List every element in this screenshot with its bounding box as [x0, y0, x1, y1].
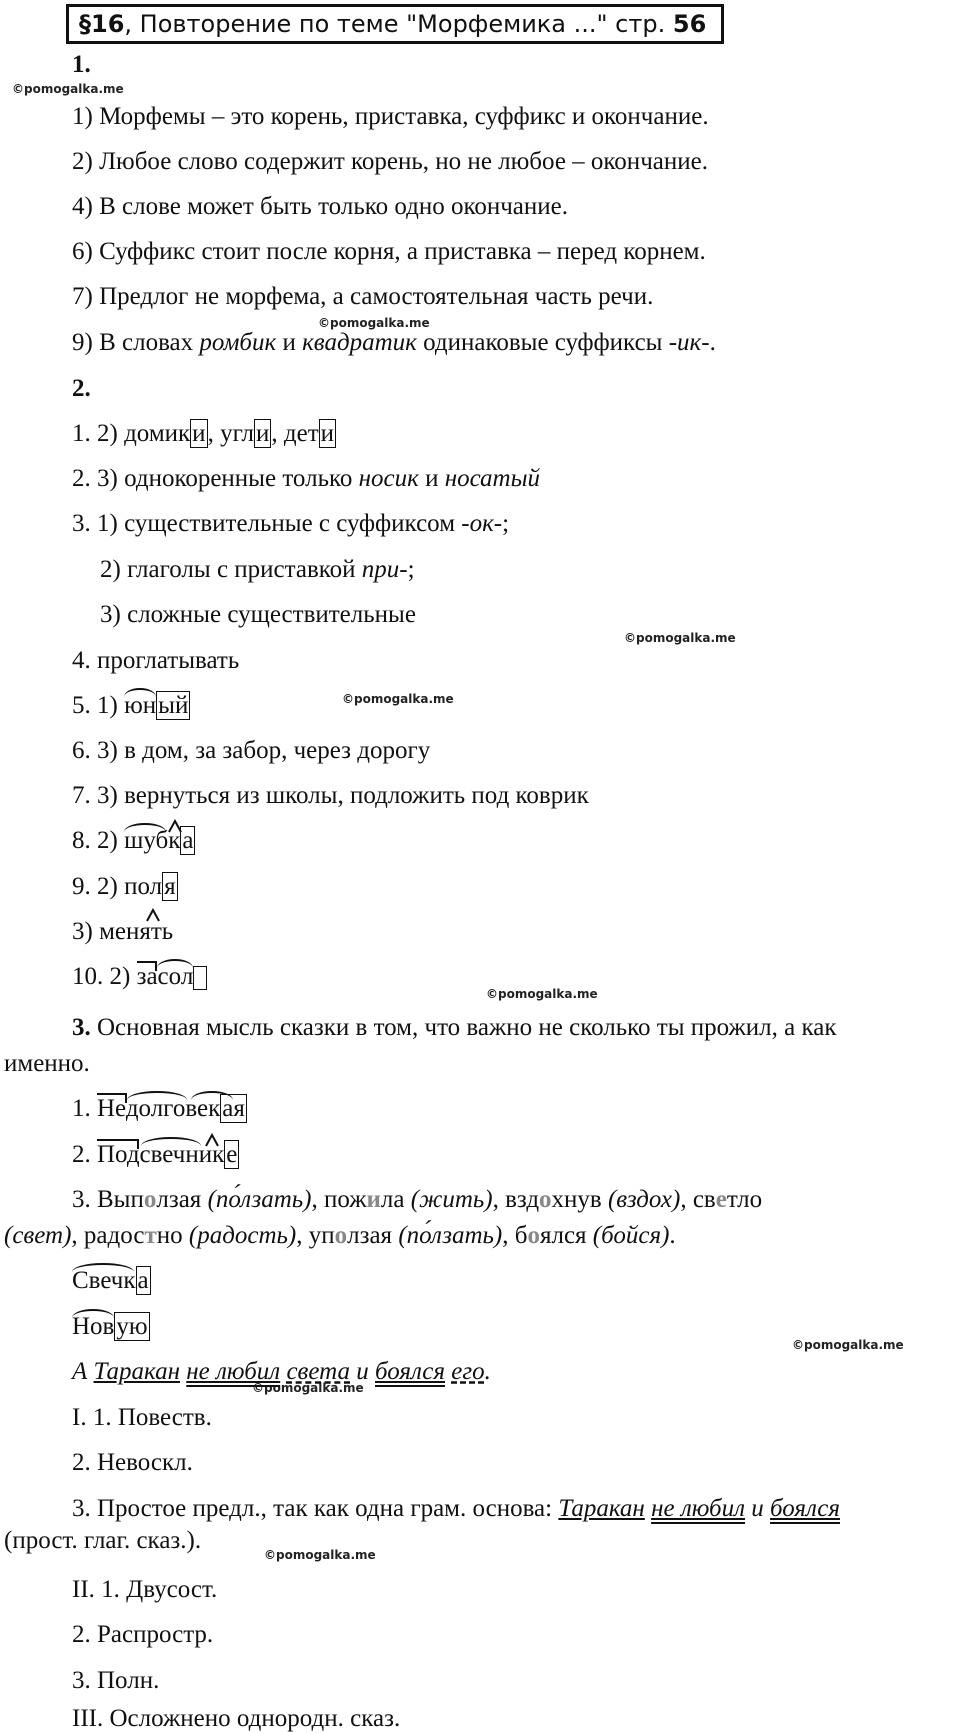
root-arc — [141, 1137, 201, 1155]
watermark: ©pomogalka.me — [12, 82, 124, 96]
page-header: §16, Повторение по теме "Морфемика ..." стр. 56 — [66, 4, 724, 44]
watermark: ©pomogalka.me — [486, 987, 598, 1001]
analysis-line: 2. Невоскл. — [72, 1449, 193, 1476]
root-arc — [124, 823, 166, 841]
task2-line: 2. 3) однокоренные только носик и носатый — [72, 465, 541, 492]
task3-sentence: А Таракан не любил света и боялся его. — [72, 1358, 491, 1385]
watermark: ©pomogalka.me — [318, 316, 430, 330]
task3-paragraph: 3. Основная мысль сказки в том, что важно не сколько ты прожил, а как — [72, 1014, 837, 1041]
task3-paragraph: именно. — [4, 1050, 90, 1077]
task2-line: 3. 1) существительные с суффиксом -ок-; — [72, 510, 510, 537]
prefix-mark — [97, 1139, 139, 1149]
task2-line: 6. 3) в дом, за забор, через дорогу — [72, 737, 431, 764]
watermark: ©pomogalka.me — [624, 631, 736, 645]
suffix-mark — [205, 1133, 219, 1147]
root-arc — [157, 959, 194, 977]
ending-box: а — [182, 827, 194, 854]
task3-word: 1. Недолговекая — [72, 1094, 247, 1124]
watermark: ©pomogalka.me — [264, 1548, 376, 1562]
task1-item: 2) Любое слово содержит корень, но не любое – окончание. — [72, 148, 708, 175]
task2-line: 2) глаголы с приставкой при-; — [100, 556, 415, 583]
task3-word: Новую — [72, 1312, 150, 1342]
task1-item: 6) Суффикс стоит после корня, а приставка – перед корнем. — [72, 238, 706, 265]
ending-box: е — [226, 1141, 238, 1168]
watermark: ©pomogalka.me — [342, 692, 454, 706]
prefix-mark — [97, 1093, 127, 1103]
task1-number: 1. — [72, 51, 91, 78]
task1-item: 4) В слове может быть только одно окончание. — [72, 193, 569, 220]
analysis-line: I. 1. Повеств. — [72, 1404, 212, 1431]
analysis-line: III. Осложнено однородн. сказ. — [72, 1705, 401, 1732]
task2-line: 10. 2) засол — [72, 962, 207, 992]
root-arc — [72, 1309, 114, 1327]
task2-line: 5. 1) юный — [72, 691, 190, 721]
ending-box — [193, 966, 207, 990]
task3-paragraph: 3. Выползая (по́лзать), пожила (жить), вздохнув (вздох), светло — [72, 1186, 763, 1213]
root-arc — [127, 1091, 187, 1109]
watermark: ©pomogalka.me — [792, 1338, 904, 1352]
task3-word: 2. Подсвечнике — [72, 1140, 239, 1170]
task2-line: 3) менять — [72, 917, 173, 947]
analysis-line: 3. Простое предл., так как одна грам. основа: Таракан не любил и боялся — [72, 1495, 840, 1522]
analysis-line: 3. Полн. — [72, 1667, 160, 1694]
ending-box: я — [164, 873, 176, 900]
ending-box: и — [256, 420, 270, 447]
analysis-line: (прост. глаг. сказ.). — [4, 1527, 202, 1554]
task2-line: 3) сложные существительные — [100, 601, 416, 628]
root-arc — [124, 688, 156, 706]
page-number: 56 — [672, 10, 707, 38]
ending-box: и — [192, 420, 206, 447]
task2-line: 9. 2) поля — [72, 873, 176, 900]
task2-line: 7. 3) вернуться из школы, подложить под коврик — [72, 782, 589, 809]
analysis-line: II. 1. Двусост. — [72, 1576, 218, 1603]
task2-number: 2. — [72, 375, 91, 402]
task1-item: 1) Морфемы – это корень, приставка, суффикс и окончание. — [72, 103, 709, 130]
prefix-mark — [137, 961, 157, 971]
task3-word: Свечка — [72, 1266, 151, 1296]
ending-box: и — [320, 420, 335, 447]
ending-box: ый — [158, 692, 189, 719]
task2-line: 4. проглатывать — [72, 647, 240, 674]
root-arc — [72, 1263, 134, 1281]
suffix-mark — [146, 908, 160, 922]
header-title: Повторение по теме "Морфемика ..." стр. — [139, 10, 666, 38]
task3-paragraph: (свет), радостно (радость), уползая (по́лзать), боялся (бойся). — [4, 1222, 676, 1249]
ending-box: а — [137, 1267, 149, 1294]
task1-item: 7) Предлог не морфема, а самостоятельная часть речи. — [72, 283, 654, 310]
task1-item-9: 9) В словах ромбик и квадратик одинаковые суффиксы -ик-. — [72, 329, 716, 356]
ending-box: ую — [116, 1313, 148, 1340]
ending-box: ая — [222, 1095, 245, 1122]
suffix-mark — [168, 819, 182, 833]
task2-line: 1. 2) домики, угли, дети — [72, 420, 335, 447]
section-number: §16 — [79, 10, 125, 38]
task2-line: 8. 2) шубка — [72, 826, 195, 856]
analysis-line: 2. Распростр. — [72, 1621, 214, 1648]
watermark: ©pomogalka.me — [252, 1381, 364, 1395]
root-arc — [191, 1091, 233, 1109]
